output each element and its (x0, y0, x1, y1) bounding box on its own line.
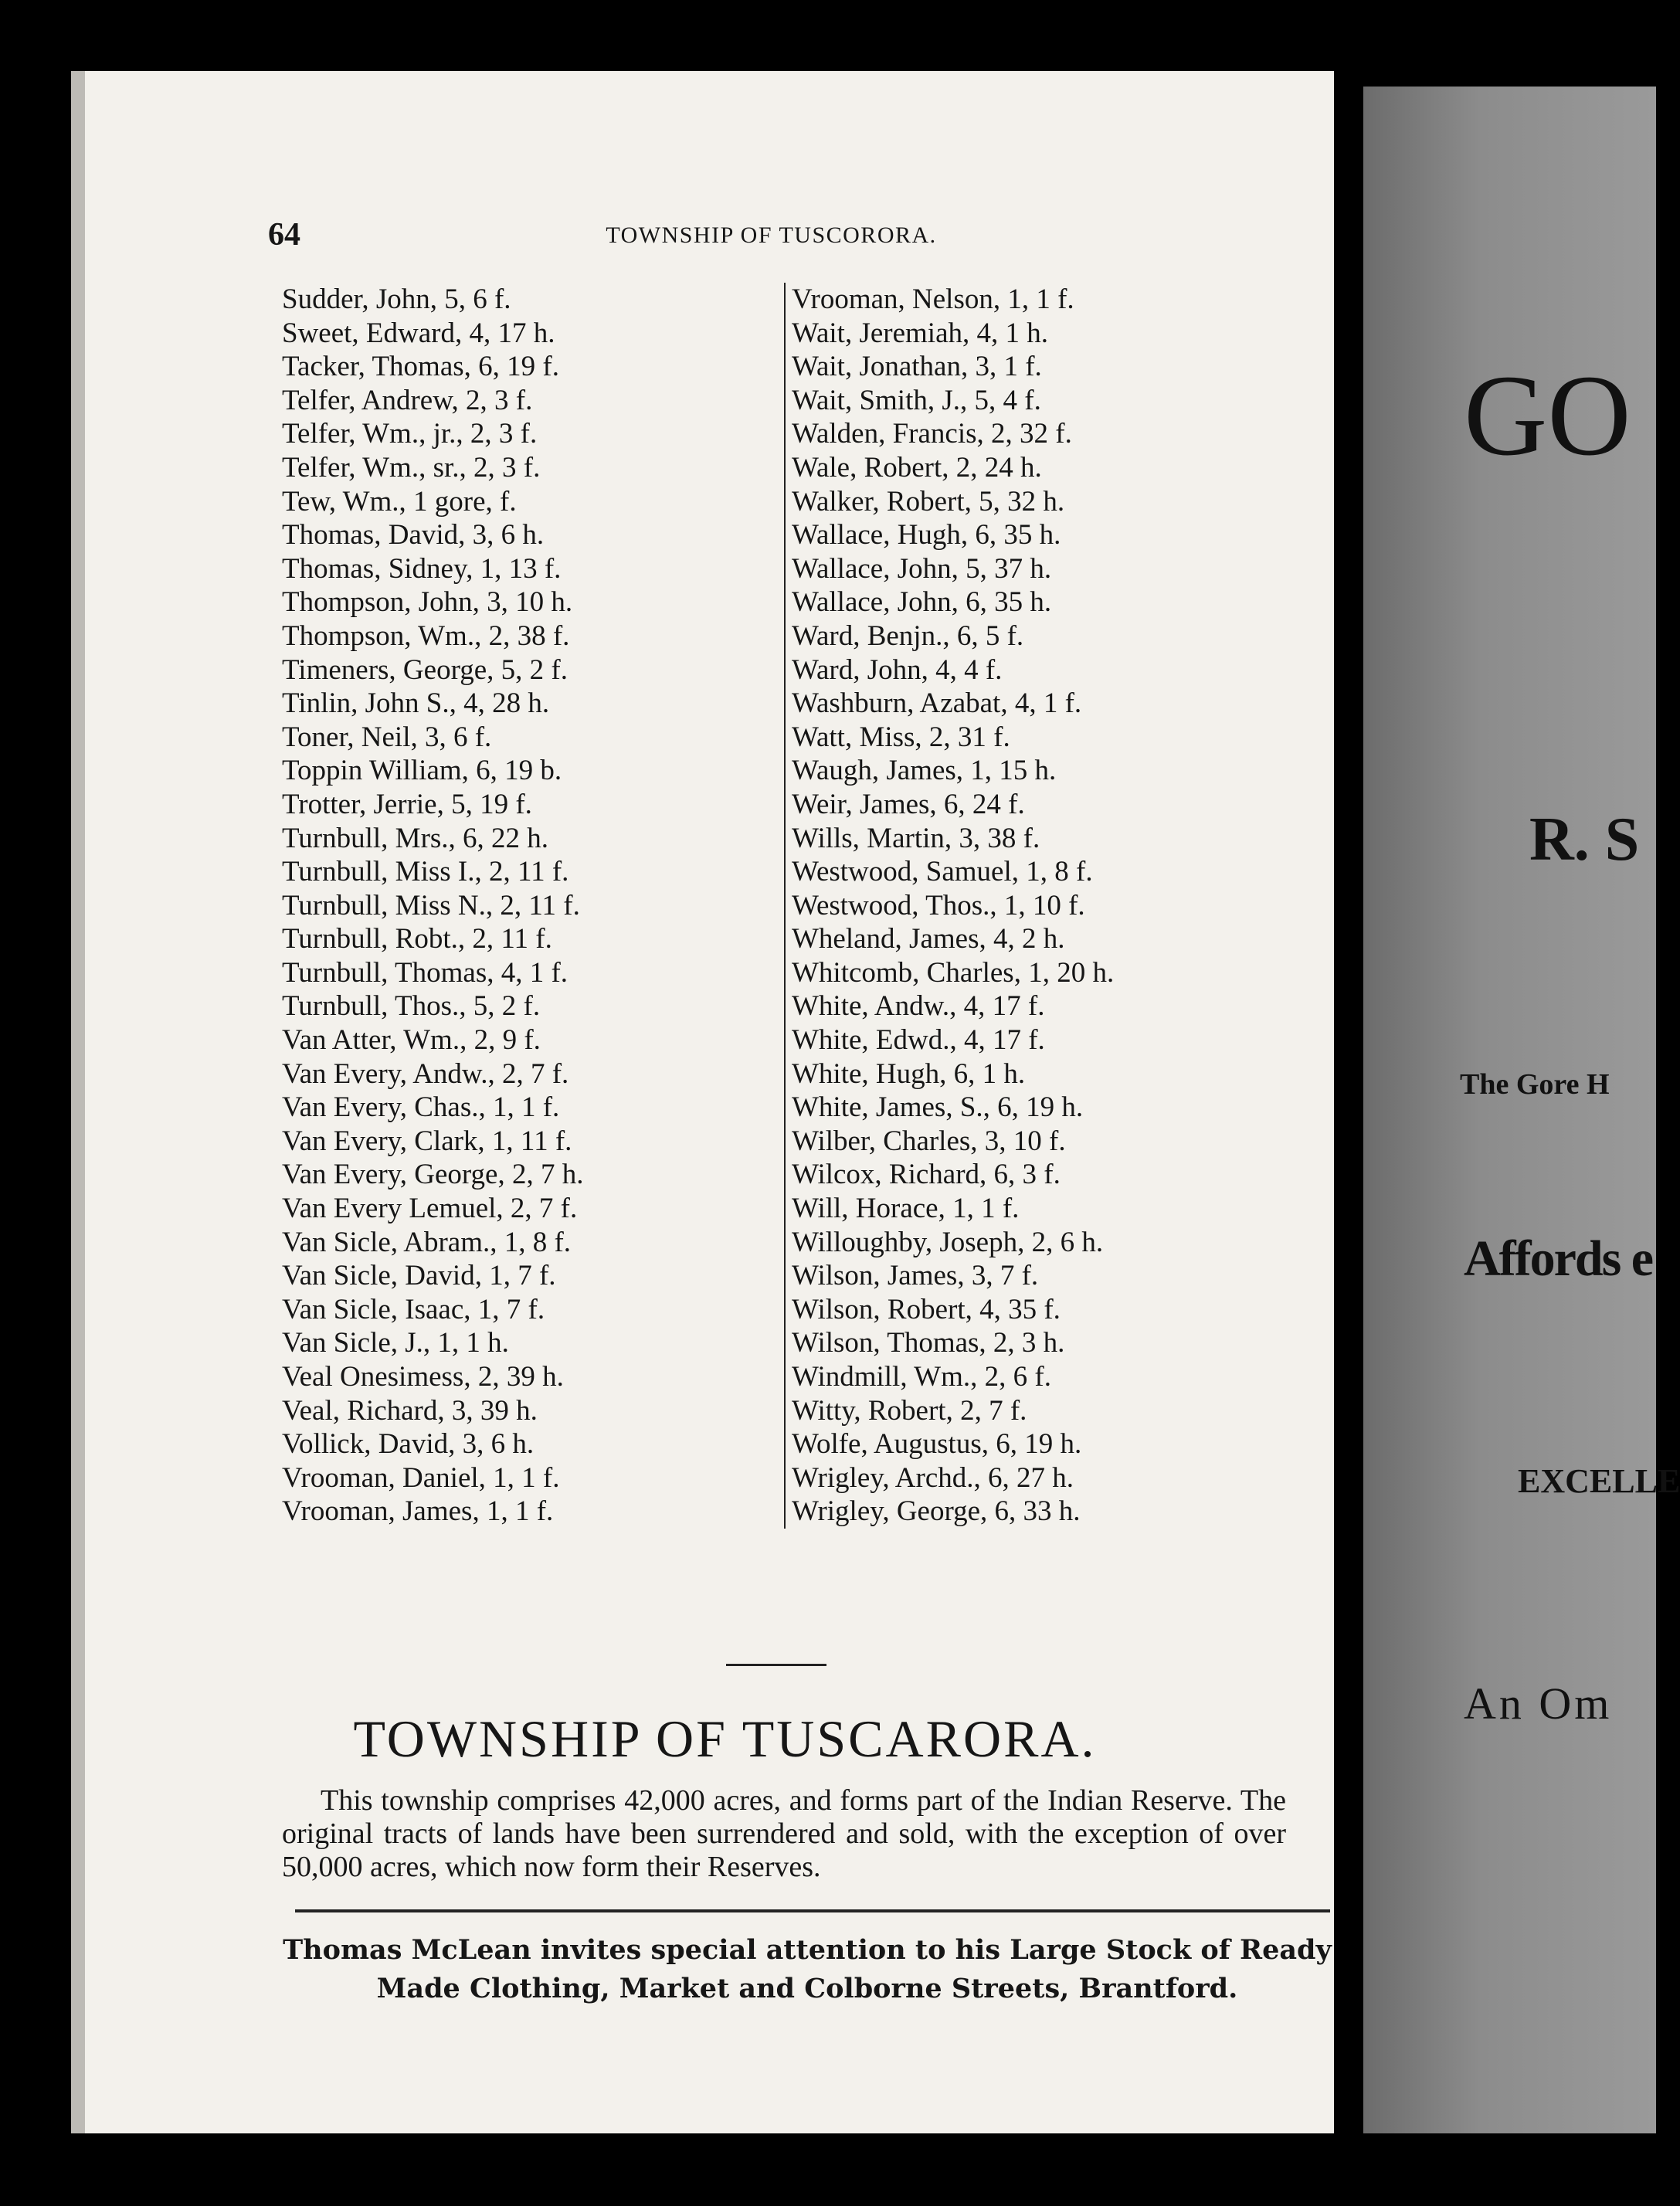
right-column-entry: Walker, Robert, 5, 32 h. (792, 485, 1065, 518)
right-column-entry: Will, Horace, 1, 1 f. (792, 1193, 1020, 1225)
left-column-entry: Tew, Wm., 1 gore, f. (282, 485, 517, 518)
right-column-entry: Whitcomb, Charles, 1, 20 h. (792, 956, 1115, 989)
left-column-entry: Telfer, Wm., jr., 2, 3 f. (282, 418, 538, 450)
right-column-entry: Wrigley, George, 6, 33 h. (792, 1495, 1081, 1528)
left-column-entry: Turnbull, Thos., 5, 2 f. (282, 990, 541, 1023)
book-page (71, 71, 1334, 2133)
right-column-entry: Walden, Francis, 2, 32 f. (792, 418, 1072, 450)
right-column-entry: Wait, Jonathan, 3, 1 f. (792, 351, 1042, 383)
advert-line-1: Thomas McLean invites special attention to his Large Stock of Ready (283, 1934, 1332, 1966)
left-column-entry: Van Sicle, Abram., 1, 8 f. (282, 1226, 572, 1258)
directory-column-right (784, 283, 1114, 1529)
right-column-entry: Ward, Benjn., 6, 5 f. (792, 619, 1024, 652)
right-column-entry: Wait, Smith, J., 5, 4 f. (792, 384, 1041, 416)
left-column-entry: Thomas, Sidney, 1, 13 f. (282, 552, 562, 585)
right-column-entry: Westwood, Thos., 1, 10 f. (792, 889, 1085, 921)
right-column-entry: Witty, Robert, 2, 7 f. (792, 1394, 1027, 1427)
facing-page (1363, 87, 1680, 2133)
left-column-entry: Turnbull, Miss I., 2, 11 f. (282, 856, 569, 888)
left-column-entry: Thomas, David, 3, 6 h. (282, 519, 545, 552)
left-column-entry: Van Sicle, Isaac, 1, 7 f. (282, 1293, 545, 1325)
right-column-entry: Weir, James, 6, 24 f. (792, 788, 1025, 820)
right-column-entry: White, Edwd., 4, 17 f. (792, 1024, 1045, 1057)
right-column-entry: Wilcox, Richard, 6, 3 f. (792, 1159, 1061, 1191)
left-column-entry: Thompson, Wm., 2, 38 f. (282, 619, 570, 652)
right-column-entry: Wheland, James, 4, 2 h. (792, 923, 1065, 955)
right-column-entry: Wrigley, Archd., 6, 27 h. (792, 1461, 1074, 1494)
right-column-entry: Wallace, Hugh, 6, 35 h. (792, 519, 1061, 552)
left-column-entry: Van Sicle, David, 1, 7 f. (282, 1260, 556, 1292)
right-column-entry: White, Hugh, 6, 1 h. (792, 1057, 1026, 1090)
right-column-entry: Wolfe, Augustus, 6, 19 h. (792, 1428, 1082, 1461)
left-column-entry: Toppin William, 6, 19 b. (282, 755, 562, 787)
facing-fragment-1: GO (1464, 351, 1631, 480)
left-column-entry: Turnbull, Thomas, 4, 1 f. (282, 956, 568, 989)
right-column-entry: Westwood, Samuel, 1, 8 f. (792, 856, 1093, 888)
left-column-entry: Thompson, John, 3, 10 h. (282, 586, 573, 619)
facing-fragment-6: An Om (1464, 1678, 1613, 1729)
facing-fragment-3: The Gore H (1460, 1068, 1610, 1101)
right-column-entry: Wilson, Thomas, 2, 3 h. (792, 1327, 1065, 1359)
left-column-entry: Van Sicle, J., 1, 1 h. (282, 1327, 509, 1359)
left-column-entry: Telfer, Wm., sr., 2, 3 f. (282, 451, 541, 484)
advertisement (282, 1931, 1332, 2008)
left-column-entry: Turnbull, Robt., 2, 11 f. (282, 923, 552, 955)
left-column-entry: Van Every, Clark, 1, 11 f. (282, 1125, 572, 1157)
left-column-entry: Tacker, Thomas, 6, 19 f. (282, 351, 559, 383)
right-column-entry: Wallace, John, 6, 35 h. (792, 586, 1052, 619)
left-column-entry: Turnbull, Mrs., 6, 22 h. (282, 822, 549, 854)
directory-column-left (282, 283, 583, 1529)
section-divider (726, 1664, 826, 1666)
facing-fragment-4: Affords e (1464, 1230, 1653, 1287)
right-column-entry: White, James, S., 6, 19 h. (792, 1091, 1084, 1124)
right-column-entry: Willoughby, Joseph, 2, 6 h. (792, 1226, 1104, 1258)
left-column-entry: Veal Onesimess, 2, 39 h. (282, 1361, 564, 1393)
left-column-entry: Timeners, George, 5, 2 f. (282, 653, 568, 686)
right-column-entry: Wale, Robert, 2, 24 h. (792, 451, 1042, 484)
right-column-entry: Wilber, Charles, 3, 10 f. (792, 1125, 1066, 1157)
section-paragraph: This township comprises 42,000 acres, and forms part of the Indian Reserve. The original tracts of lands have been surrendered and sold, with the exception of over 50,000 acres, which now form their Reserves. (282, 1784, 1286, 1883)
right-column-entry: Watt, Miss, 2, 31 f. (792, 721, 1010, 753)
right-column-entry: Waugh, James, 1, 15 h. (792, 755, 1057, 787)
right-column-entry: Vrooman, Nelson, 1, 1 f. (792, 283, 1074, 315)
advert-line-2: Made Clothing, Market and Colborne Streets, Brantford. (376, 1973, 1238, 2004)
right-column-entry: Windmill, Wm., 2, 6 f. (792, 1361, 1051, 1393)
right-column-entry: White, Andw., 4, 17 f. (792, 990, 1045, 1023)
section-title: TOWNSHIP OF TUSCARORA. (353, 1709, 1097, 1768)
left-column-entry: Veal, Richard, 3, 39 h. (282, 1394, 538, 1427)
left-column-entry: Trotter, Jerrie, 5, 19 f. (282, 788, 532, 820)
right-column-entry: Wait, Jeremiah, 4, 1 h. (792, 317, 1048, 349)
left-column-entry: Vrooman, James, 1, 1 f. (282, 1495, 554, 1528)
left-column-entry: Van Every Lemuel, 2, 7 f. (282, 1193, 578, 1225)
left-column-entry: Sudder, John, 5, 6 f. (282, 283, 511, 315)
right-column-entry: Ward, John, 4, 4 f. (792, 653, 1003, 686)
left-column-entry: Telfer, Andrew, 2, 3 f. (282, 384, 533, 416)
left-column-entry: Tinlin, John S., 4, 28 h. (282, 687, 550, 720)
left-column-entry: Van Every, Chas., 1, 1 f. (282, 1091, 560, 1124)
right-column-entry: Wallace, John, 5, 37 h. (792, 552, 1052, 585)
page-header (85, 216, 1334, 255)
left-column-entry: Sweet, Edward, 4, 17 h. (282, 317, 555, 349)
facing-fragment-5: EXCELLE (1518, 1462, 1680, 1500)
left-column-entry: Van Every, George, 2, 7 h. (282, 1159, 584, 1191)
left-column-entry: Van Every, Andw., 2, 7 f. (282, 1057, 569, 1090)
left-column-entry: Van Atter, Wm., 2, 9 f. (282, 1024, 541, 1057)
advert-rule (295, 1909, 1330, 1912)
page-number: 64 (268, 217, 300, 253)
right-column-entry: Wilson, Robert, 4, 35 f. (792, 1293, 1061, 1325)
running-head: TOWNSHIP OF TUSCORORA. (606, 222, 937, 248)
left-column-entry: Toner, Neil, 3, 6 f. (282, 721, 492, 753)
right-column-entry: Wilson, James, 3, 7 f. (792, 1260, 1039, 1292)
left-column-entry: Vollick, David, 3, 6 h. (282, 1428, 535, 1461)
left-column-entry: Vrooman, Daniel, 1, 1 f. (282, 1461, 560, 1494)
right-column-entry: Wills, Martin, 3, 38 f. (792, 822, 1040, 854)
right-column-entry: Washburn, Azabat, 4, 1 f. (792, 687, 1082, 720)
left-column-entry: Turnbull, Miss N., 2, 11 f. (282, 889, 580, 921)
facing-fragment-2: R. S (1529, 806, 1640, 874)
